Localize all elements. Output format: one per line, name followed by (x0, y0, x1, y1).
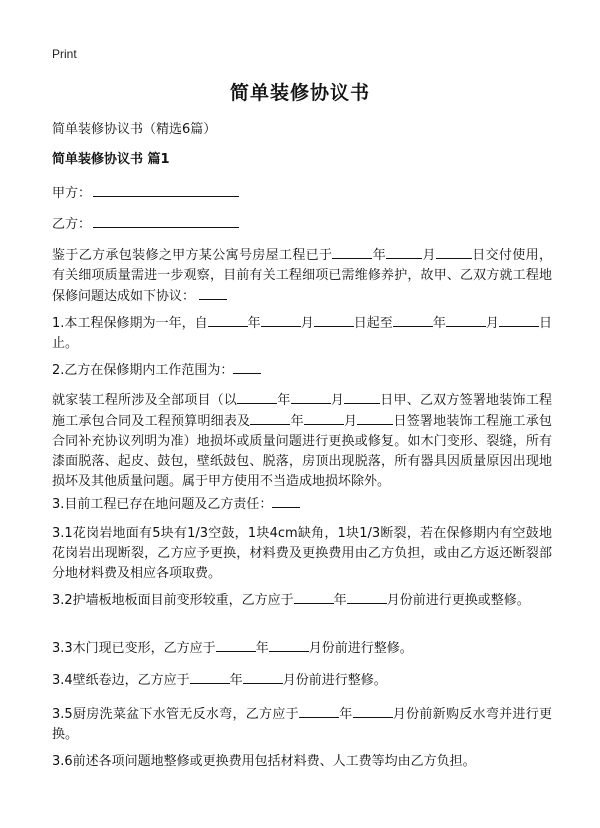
blank (261, 313, 301, 327)
clause-3-5 (52, 704, 552, 745)
blank (386, 245, 422, 259)
blank (291, 390, 331, 404)
clause-2 (52, 360, 552, 381)
clause-3-3-text: 3.3木门现已变形，乙方应于 (52, 641, 216, 656)
clause-3-3-year: 年 (255, 641, 269, 656)
document-subtitle: 简单装修协议书（精选6篇） (52, 122, 217, 137)
clause-3-1: 3.1花岗岩地面有5块有1/3空鼓，1块4cm缺角，1块1/3断裂，若在保修期内有空鼓地花岗岩出现断裂，乙方应予更换，材料费及更换费用由乙方负担，或由乙方返还断裂部分地材料费及相应各项取费。 (52, 526, 552, 581)
clause-1 (52, 313, 552, 354)
blank (304, 411, 344, 425)
clause-1-month: 月 (300, 316, 314, 331)
blank (314, 313, 354, 327)
clause-1-text: 1.本工程保修期为一年，自 (52, 316, 208, 331)
intro-year: 年 (372, 248, 387, 263)
blank (347, 590, 387, 604)
clause-3-5-end: 月份前新购反水弯并进行更换。 (52, 707, 552, 742)
clause-3-2-year: 年 (333, 593, 347, 608)
party-a-blank (93, 183, 239, 197)
blank (243, 670, 283, 684)
blank (357, 411, 393, 425)
section-heading: 简单装修协议书 篇1 (52, 152, 170, 167)
blank (344, 390, 380, 404)
blank (499, 313, 539, 327)
blank (216, 638, 256, 652)
clause-3-2-text: 3.2护墙板地板面目前变形较重，乙方应于 (52, 593, 294, 608)
clause-3-3-end: 月份前进行整修。 (308, 641, 413, 656)
print-label[interactable]: Print (52, 47, 77, 61)
clause-2-body-text: 就家装工程所涉及全部项目（以 (52, 393, 238, 408)
blank (199, 286, 227, 300)
intro-paragraph (52, 245, 552, 307)
party-b-line (52, 214, 552, 235)
party-b-blank (93, 214, 239, 228)
blank (250, 411, 290, 425)
clause-2-body-text-3: 日签署地装饰工程施工承包合同补充协议列明为准）地损坏或质量问题进行更换或修复。如木门变形、裂缝，所有漆面脱落、起皮、鼓包，壁纸鼓包、脱落，房顶出现脱落，所有器具因质量原因出现地损坏及其他质量问题。属于甲方使用不当造成地损坏除外。 (52, 414, 552, 489)
clause-3-4-year: 年 (229, 673, 243, 688)
clause-2-month-2: 月 (343, 414, 358, 429)
clause-3-2 (52, 590, 552, 611)
party-a-line (52, 183, 552, 204)
clause-3-3 (52, 638, 552, 659)
party-a-label: 甲方： (52, 186, 92, 201)
clause-1-year: 年 (247, 316, 261, 331)
clause-3 (52, 494, 552, 515)
blank (208, 313, 248, 327)
clause-2-month: 月 (330, 393, 345, 408)
party-b-label: 乙方： (52, 217, 92, 232)
clause-2-text: 2.乙方在保修期内工作范围为： (52, 363, 234, 378)
clause-3-text: 3.目前工程已存在地问题及乙方责任： (52, 497, 273, 512)
clause-3-5-text: 3.5厨房洗菜盆下水管无反水弯，乙方应于 (52, 707, 299, 722)
blank (237, 390, 277, 404)
clause-3-4-text: 3.4壁纸卷边，乙方应于 (52, 673, 190, 688)
clause-2-year-2: 年 (290, 414, 304, 429)
clause-1-year-2: 年 (432, 316, 446, 331)
blank (294, 590, 334, 604)
clause-3-5-year: 年 (338, 707, 353, 722)
intro-text: 鉴于乙方承包装修之甲方某公寓号房屋工程已于 (52, 248, 333, 263)
clause-3-2-end: 月份前进行更换或整修。 (386, 593, 530, 608)
blank (233, 360, 261, 374)
clause-1-month-2: 月 (485, 316, 499, 331)
intro-text-2: 日交付使用，有关细项质量需进一步观察，目前有关工程细项已需维修养护，故甲、乙双方就工程地保修问题达成如下协议： (52, 248, 552, 304)
blank (436, 245, 472, 259)
clause-2-year: 年 (277, 393, 291, 408)
clause-1-end: 日止。 (52, 316, 552, 351)
intro-month: 月 (422, 248, 436, 263)
clause-3-4 (52, 670, 552, 691)
clause-2-body-text-2: 日甲、乙双方签署地装饰工程施工承包合同及工程预算明细表及 (52, 393, 552, 429)
clause-3-6: 3.6前述各项问题地整修或更换费用包括材料费、人工费等均由乙方负担。 (52, 754, 476, 769)
blank (272, 494, 300, 508)
blank (353, 704, 393, 718)
clause-3-4-end: 月份前进行整修。 (282, 673, 387, 688)
clause-2-body (52, 390, 552, 492)
clause-1-to: 日起至 (353, 316, 393, 331)
blank (393, 313, 433, 327)
blank (446, 313, 486, 327)
blank (190, 670, 230, 684)
blank (299, 704, 339, 718)
blank (269, 638, 309, 652)
blank (332, 245, 372, 259)
document-title: 简单装修协议书 (229, 82, 370, 104)
